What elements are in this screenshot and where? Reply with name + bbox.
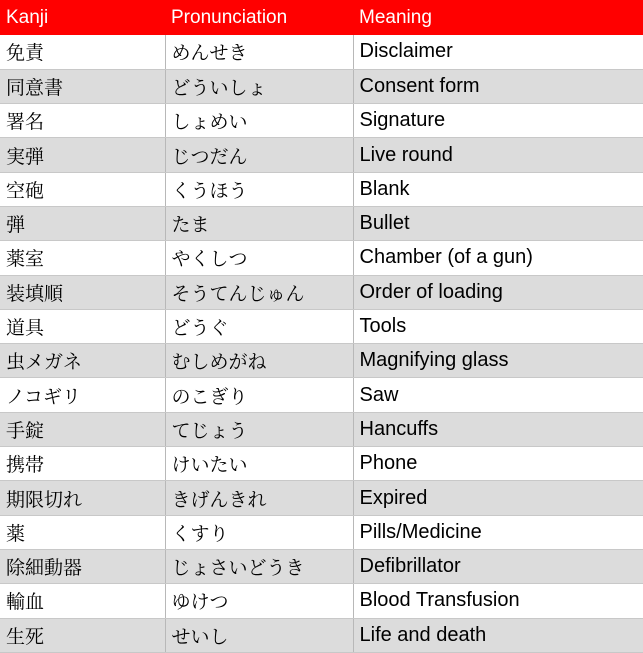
pronunciation-cell: せいし	[165, 618, 353, 652]
pronunciation-cell: めんせき	[165, 35, 353, 69]
pronunciation-cell: たま	[165, 206, 353, 240]
pronunciation-cell: じょさいどうき	[165, 549, 353, 583]
meaning-cell: Defibrillator	[353, 549, 643, 583]
kanji-cell: 薬室	[0, 241, 165, 275]
kanji-cell: 弾	[0, 206, 165, 240]
kanji-cell: 手錠	[0, 412, 165, 446]
kanji-cell: 生死	[0, 618, 165, 652]
meaning-cell: Disclaimer	[353, 35, 643, 69]
meaning-cell: Pills/Medicine	[353, 515, 643, 549]
table-row	[0, 618, 643, 652]
meaning-cell: Magnifying glass	[353, 344, 643, 378]
kanji-cell: 輸血	[0, 584, 165, 618]
kanji-cell: 同意書	[0, 69, 165, 103]
pronunciation-cell: じつだん	[165, 138, 353, 172]
kanji-cell: 薬	[0, 515, 165, 549]
pronunciation-cell: けいたい	[165, 447, 353, 481]
meaning-cell: Order of loading	[353, 275, 643, 309]
kanji-cell: 期限切れ	[0, 481, 165, 515]
pronunciation-cell: やくしつ	[165, 241, 353, 275]
table-row	[0, 309, 643, 343]
table-row	[0, 206, 643, 240]
pronunciation-cell: むしめがね	[165, 344, 353, 378]
meaning-cell: Consent form	[353, 69, 643, 103]
meaning-cell: Signature	[353, 104, 643, 138]
meaning-cell: Life and death	[353, 618, 643, 652]
table-row	[0, 447, 643, 481]
table-row	[0, 412, 643, 446]
meaning-cell: Saw	[353, 378, 643, 412]
table-row	[0, 35, 643, 69]
kanji-cell: 空砲	[0, 172, 165, 206]
meaning-cell: Blood Transfusion	[353, 584, 643, 618]
table-header	[0, 0, 643, 35]
kanji-cell: 実弾	[0, 138, 165, 172]
table-row	[0, 515, 643, 549]
table-row	[0, 378, 643, 412]
meaning-cell: Expired	[353, 481, 643, 515]
table-body	[0, 35, 643, 652]
table-row	[0, 69, 643, 103]
pronunciation-cell: くすり	[165, 515, 353, 549]
header-pronunciation: Pronunciation	[171, 6, 288, 28]
meaning-cell: Bullet	[353, 206, 643, 240]
pronunciation-cell: どういしょ	[165, 69, 353, 103]
kanji-cell: 装填順	[0, 275, 165, 309]
table-row	[0, 172, 643, 206]
kanji-cell: 署名	[0, 104, 165, 138]
header-meaning: Meaning	[359, 6, 432, 28]
kanji-cell: 道具	[0, 309, 165, 343]
meaning-cell: Phone	[353, 447, 643, 481]
table-row	[0, 549, 643, 583]
table-row	[0, 104, 643, 138]
meaning-cell: Blank	[353, 172, 643, 206]
pronunciation-cell: のこぎり	[165, 378, 353, 412]
table-row	[0, 344, 643, 378]
table-row	[0, 275, 643, 309]
table-row	[0, 138, 643, 172]
meaning-cell: Tools	[353, 309, 643, 343]
kanji-cell: ノコギリ	[0, 378, 165, 412]
kanji-cell: 携帯	[0, 447, 165, 481]
pronunciation-cell: どうぐ	[165, 309, 353, 343]
meaning-cell: Live round	[353, 138, 643, 172]
kanji-cell: 免責	[0, 35, 165, 69]
kanji-cell: 除細動器	[0, 549, 165, 583]
table-row	[0, 241, 643, 275]
pronunciation-cell: くうほう	[165, 172, 353, 206]
pronunciation-cell: きげんきれ	[165, 481, 353, 515]
table-row	[0, 584, 643, 618]
header-row	[0, 0, 643, 35]
pronunciation-cell: そうてんじゅん	[165, 275, 353, 309]
pronunciation-cell: しょめい	[165, 104, 353, 138]
meaning-cell: Chamber (of a gun)	[353, 241, 643, 275]
table-row	[0, 481, 643, 515]
pronunciation-cell: ゆけつ	[165, 584, 353, 618]
header-kanji: Kanji	[6, 6, 49, 28]
kanji-cell: 虫メガネ	[0, 344, 165, 378]
pronunciation-cell: てじょう	[165, 412, 353, 446]
meaning-cell: Hancuffs	[353, 412, 643, 446]
